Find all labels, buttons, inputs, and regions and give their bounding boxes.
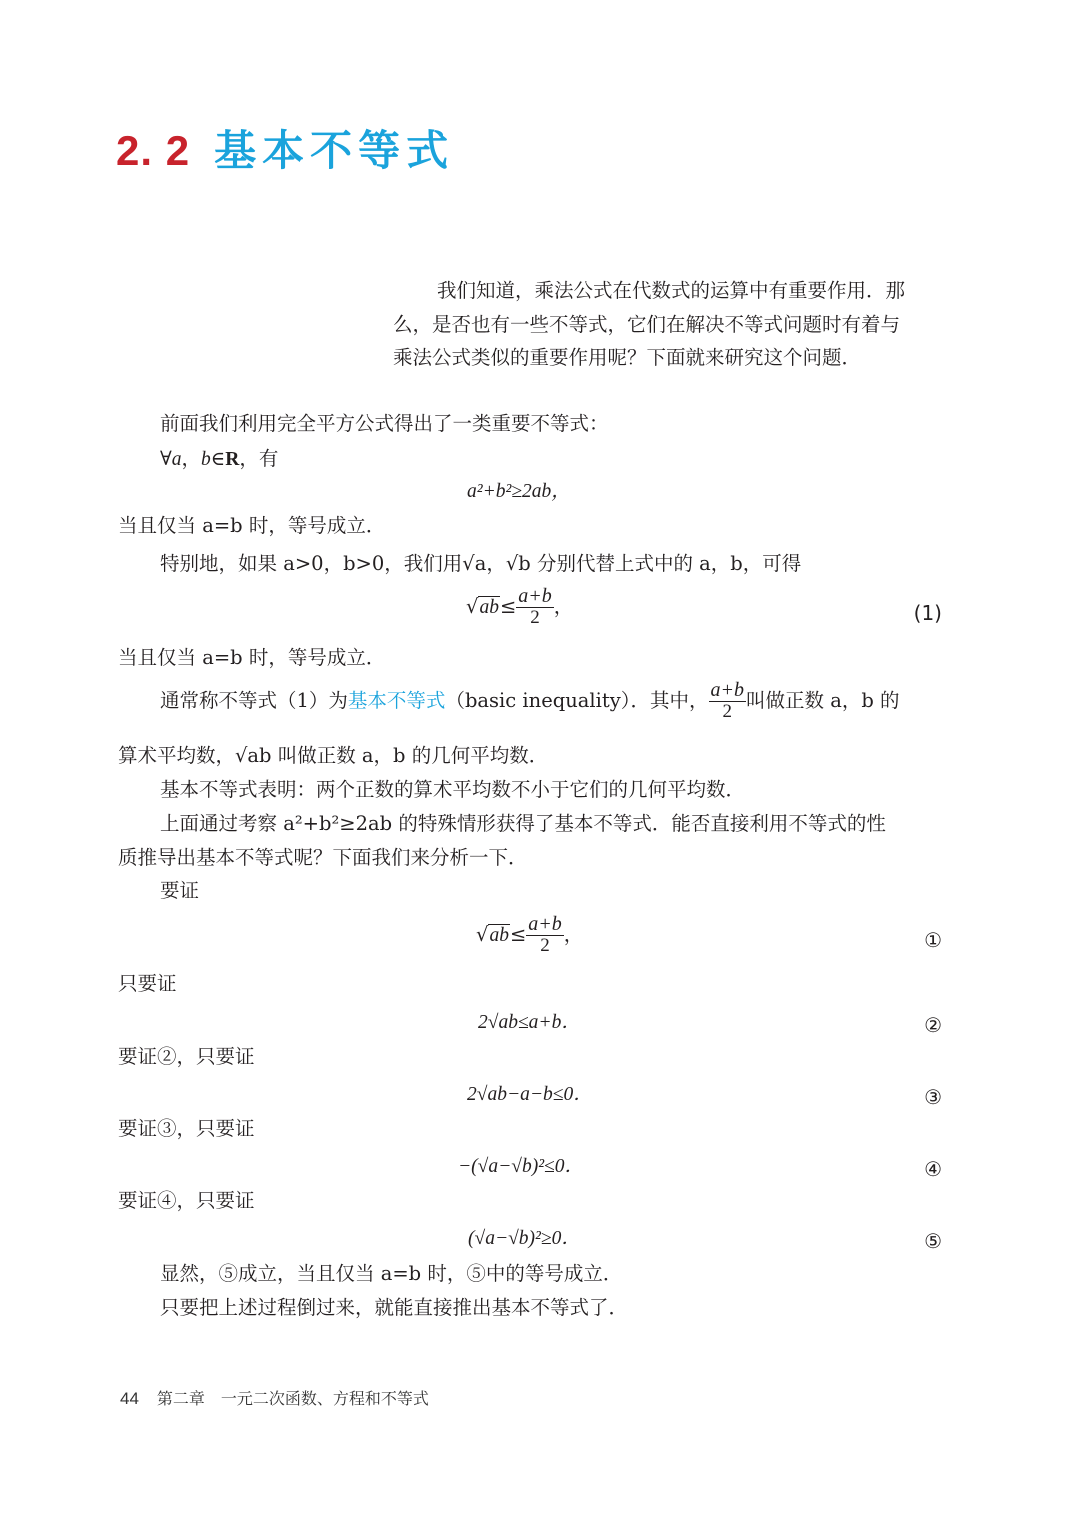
paragraph: 要证②，只要证 [118,1045,255,1068]
paragraph: 通常称不等式（1）为基本不等式（basic inequality）．其中， $\frac{a+b}{2}$ 叫做正数 a，b 的 [160,679,900,722]
paragraph: 算术平均数，√ab 叫做正数 a，b 的几何平均数． [118,744,549,767]
paragraph: 特别地，如果 a>0，b>0，我们用√a，√b 分别代替上式中的 a，b，可得 [160,552,802,575]
equation-A: √ab≤ $\frac{a+b}{2}$ ， [476,913,584,956]
equation-D: −(√a−√b)²≤0． [458,1156,585,1177]
intro-line-2: 么，是否也有一些不等式，它们在解决不等式问题时有着与 [393,313,901,336]
fraction: $\frac{a+b}{2}$ [710,679,744,722]
sqrt: √ab [466,594,499,618]
paragraph: 只要证 [118,972,177,995]
paragraph: 要证③，只要证 [118,1117,255,1140]
paragraph: 前面我们利用完全平方公式得出了一类重要不等式： [160,412,609,435]
paragraph: 显然，⑤成立，当且仅当 a=b 时，⑤中的等号成立． [160,1262,623,1285]
paragraph: 要证④，只要证 [118,1189,255,1212]
paragraph: 当且仅当 a=b 时，等号成立． [118,514,386,537]
paragraph: ∀a，b∈R，有 [160,447,279,470]
equation-number: ② [924,1013,942,1037]
paragraph: 质推导出基本不等式呢？下面我们来分析一下． [118,846,528,869]
equation-number: ③ [924,1085,942,1109]
equation-number: ⑤ [924,1229,942,1253]
equation-E: (√a−√b)²≥0． [468,1228,581,1249]
paragraph: 上面通过考察 a²+b²≥2ab 的特殊情形获得了基本不等式．能否直接利用不等式的性 [160,812,886,835]
fraction: $\frac{a+b}{2}$ [518,585,552,628]
paragraph: 当且仅当 a=b 时，等号成立． [118,646,386,669]
equation-B: 2√ab≤a+b． [478,1012,581,1033]
equation-C: 2√ab−a−b≤0． [467,1084,593,1105]
page-number: 44 [120,1389,139,1408]
section-number: 2. 2 [116,127,191,174]
paragraph: 要证 [160,879,200,902]
page-footer [120,1386,429,1409]
intro-line-3: 乘法公式类似的重要作用呢？下面就来研究这个问题． [393,346,862,369]
paragraph: 基本不等式表明：两个正数的算术平均数不小于它们的几何平均数． [160,778,746,801]
paragraph: 只要把上述过程倒过来，就能直接推出基本不等式了． [160,1296,629,1319]
equation-number: (1) [913,601,942,625]
equation: a²+b²≥2ab， [467,481,571,502]
equation-number: ① [924,928,942,952]
section-title: 基本不等式 [214,127,455,174]
equation-1: √ab≤ $\frac{a+b}{2}$ ， [466,585,574,628]
intro-line-1: 我们知道，乘法公式在代数式的运算中有重要作用．那 [437,279,906,302]
chapter-title: 第二章 一元二次函数、方程和不等式 [156,1389,429,1408]
equation-number: ④ [924,1157,942,1181]
section-heading [116,118,454,178]
term-highlight: 基本不等式 [347,688,446,712]
